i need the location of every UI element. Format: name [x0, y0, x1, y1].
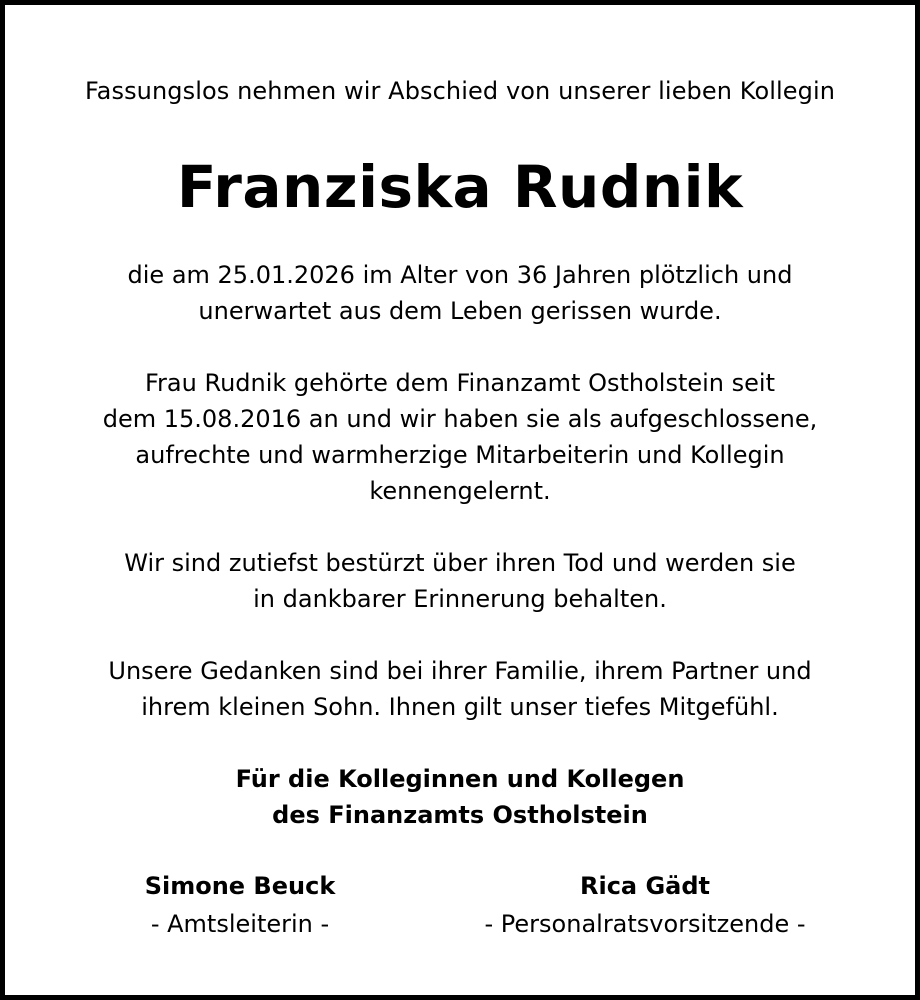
intro-line: Fassungslos nehmen wir Abschied von unserer lieben Kollegin	[84, 77, 836, 105]
signer-left	[105, 867, 375, 943]
signer-role: - Amtsleiterin -	[150, 910, 330, 938]
signer-name: Rica Gädt	[579, 872, 711, 900]
text-line: Unsere Gedanken sind bei ihrer Familie, ihrem Partner und	[108, 657, 812, 685]
paragraph-family	[5, 653, 915, 725]
text-line: unerwartet aus dem Leben gerissen wurde.	[198, 297, 722, 325]
text-line: in dankbarer Erinnerung behalten.	[253, 585, 667, 613]
paragraph-condolence	[5, 545, 915, 617]
text-line: die am 25.01.2026 im Alter von 36 Jahren plötzlich und	[127, 261, 793, 289]
text-line: Für die Kolleginnen und Kollegen	[235, 765, 685, 793]
signer-name: Simone Beuck	[144, 872, 336, 900]
text-line: des Finanzamts Ostholstein	[272, 801, 648, 829]
signer-right	[435, 867, 855, 943]
sender-organization	[5, 761, 915, 833]
text-line: dem 15.08.2016 an und wir haben sie als aufgeschlossene,	[102, 405, 818, 433]
paragraph-death-date	[5, 257, 915, 329]
deceased-name: Franziska Rudnik	[176, 153, 744, 221]
paragraph-employment	[5, 365, 915, 509]
text-line: ihrem kleinen Sohn. Ihnen gilt unser tiefes Mitgefühl.	[141, 693, 779, 721]
text-line: Frau Rudnik gehörte dem Finanzamt Ostholstein seit	[145, 369, 775, 397]
text-line: Wir sind zutiefst bestürzt über ihren Tod und werden sie	[124, 549, 796, 577]
text-line: aufrechte und warmherzige Mitarbeiterin und Kollegin	[135, 441, 785, 469]
text-line: kennengelernt.	[369, 477, 551, 505]
signer-role: - Personalratsvorsitzende -	[484, 910, 806, 938]
